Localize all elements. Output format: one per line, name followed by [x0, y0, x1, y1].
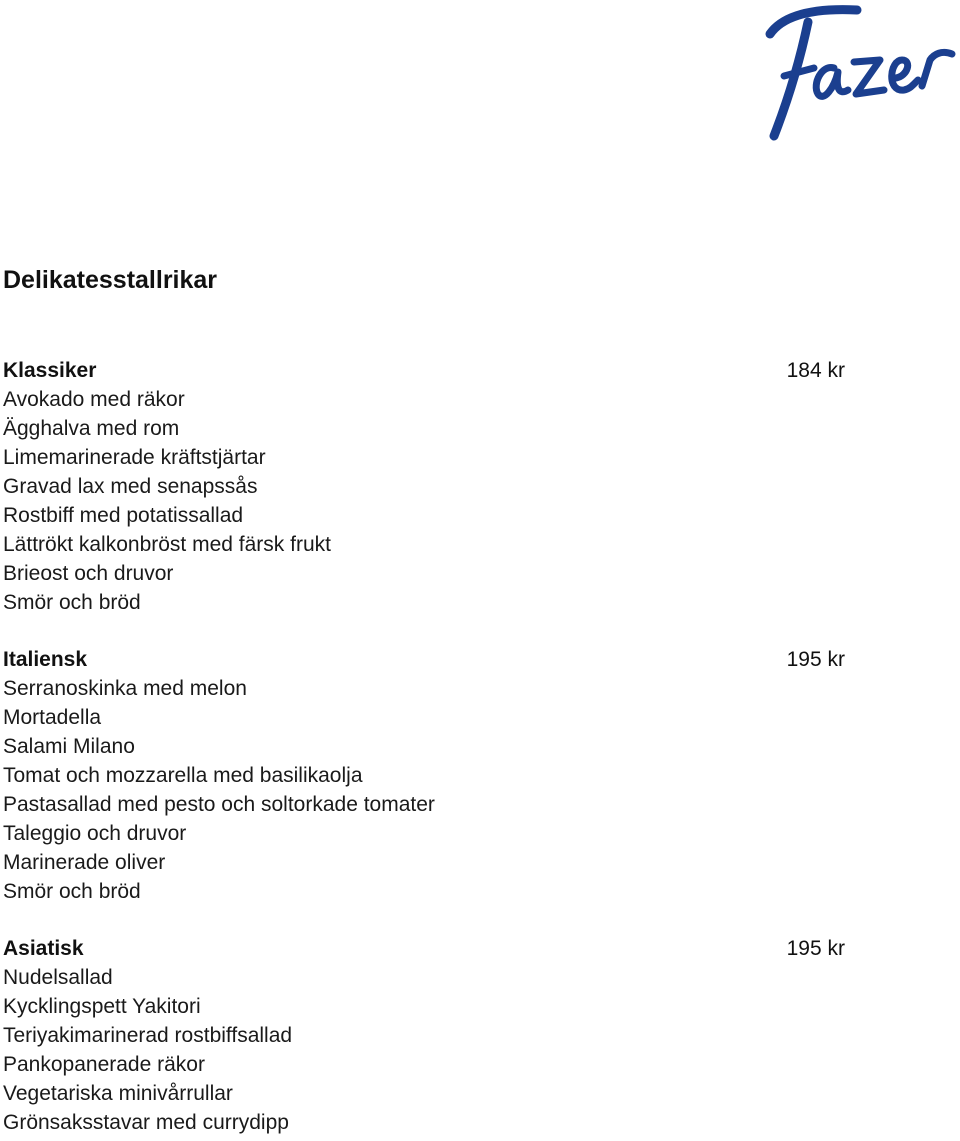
item-list: [3, 963, 853, 1137]
section-price: 195 kr: [786, 648, 845, 671]
menu-section-italiensk: [3, 645, 853, 906]
menu-item: Ägghalva med rom: [3, 417, 180, 440]
menu-item: Nudelsallad: [3, 966, 113, 989]
menu-item: Smör och bröd: [3, 591, 141, 614]
menu-item: Mortadella: [3, 706, 102, 729]
menu-item: Pankopanerade räkor: [3, 1053, 205, 1076]
section-name: Klassiker: [3, 359, 97, 382]
menu-item: Avokado med räkor: [3, 388, 185, 411]
fazer-logo: [762, 0, 960, 142]
section-name: Italiensk: [3, 648, 88, 671]
menu-item: Taleggio och druvor: [3, 822, 187, 845]
menu-item: Salami Milano: [3, 735, 135, 758]
item-list: [3, 385, 853, 617]
menu-item: Rostbiff med potatissallad: [3, 504, 244, 527]
section-header: [3, 934, 853, 963]
menu-item: Kycklingspett Yakitori: [3, 995, 201, 1018]
section-header: [3, 645, 853, 674]
section-price: 195 kr: [786, 937, 845, 960]
menu-item: Pastasallad med pesto och soltorkade tomater: [3, 793, 435, 816]
menu-item: Gravad lax med senapssås: [3, 475, 258, 498]
section-price: 184 kr: [786, 359, 845, 382]
page-title: Delikatesstallrikar: [3, 266, 218, 294]
menu-item: Teriyakimarinerad rostbiffsallad: [3, 1024, 293, 1047]
section-name: Asiatisk: [3, 937, 84, 960]
menu-item: Tomat och mozzarella med basilikaolja: [3, 764, 363, 787]
section-header: [3, 356, 853, 385]
menu-item: Grönsaksstavar med currydipp: [3, 1111, 289, 1134]
menu-section-asiatisk: [3, 934, 853, 1137]
menu-item: Limemarinerade kräftstjärtar: [3, 446, 266, 469]
menu-item: Marinerade oliver: [3, 851, 166, 874]
menu-item: Serranoskinka med melon: [3, 677, 247, 700]
menu-section-klassiker: [3, 356, 853, 617]
menu-item: Lättrökt kalkonbröst med färsk frukt: [3, 533, 331, 556]
item-list: [3, 674, 853, 906]
menu-item: Brieost och druvor: [3, 562, 174, 585]
menu-item: Smör och bröd: [3, 880, 141, 903]
menu-item: Vegetariska minivårrullar: [3, 1082, 233, 1105]
